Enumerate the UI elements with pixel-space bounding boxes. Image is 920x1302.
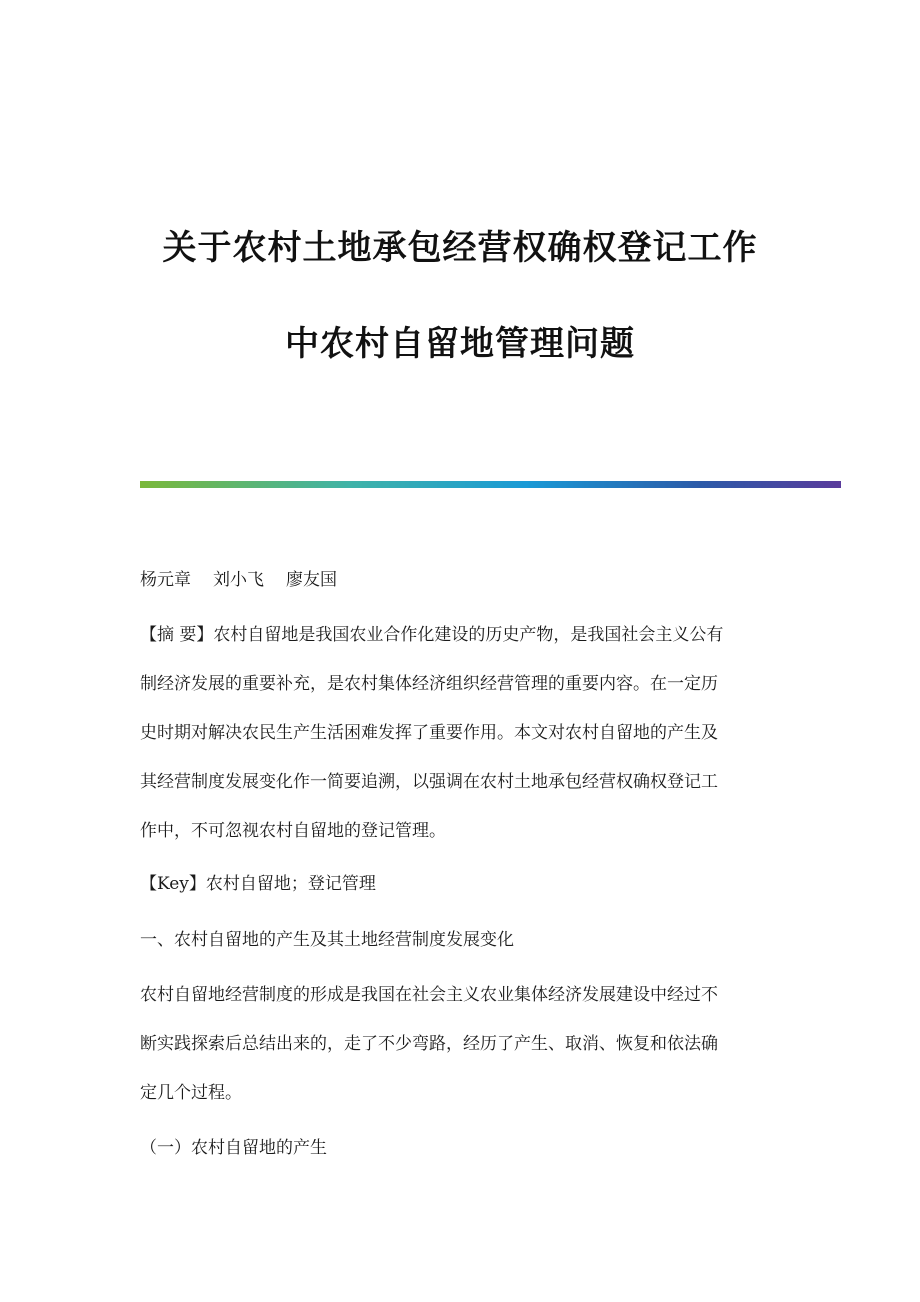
author-name: 刘小飞 (213, 570, 264, 590)
keywords-line (140, 874, 376, 894)
paragraph-line: 农村自留地经营制度的形成是我国在社会主义农业集体经济发展建设中经过不 (140, 985, 718, 1005)
title-divider (140, 481, 841, 488)
abstract-line: 【摘 要】农村自留地是我国农业合作化建设的历史产物，是我国社会主义公有 (140, 625, 724, 645)
abstract-label: 【摘 要】 (140, 625, 214, 645)
abstract-line: 史时期对解决农民生产生活困难发挥了重要作用。本文对农村自留地的产生及 (140, 723, 718, 743)
author-name: 廖友国 (286, 570, 337, 590)
paragraph-line: 定几个过程。 (140, 1083, 242, 1103)
author-list (140, 570, 337, 590)
abstract-line: 其经营制度发展变化作一简要追溯，以强调在农村土地承包经营权确权登记工 (140, 772, 718, 792)
keywords-label: 【Key】 (140, 874, 206, 894)
keywords-text: 农村自留地；登记管理 (205, 874, 376, 894)
document-title-line-2: 中农村自留地管理问题 (285, 324, 635, 364)
section-heading: 一、农村自留地的产生及其土地经营制度发展变化 (140, 930, 514, 950)
abstract-line: 作中，不可忽视农村自留地的登记管理。 (140, 821, 446, 841)
subsection-heading: （一）农村自留地的产生 (140, 1138, 327, 1158)
paragraph-line: 断实践探索后总结出来的，走了不少弯路，经历了产生、取消、恢复和依法确 (140, 1034, 718, 1054)
document-title-line-1: 关于农村土地承包经营权确权登记工作 (162, 228, 758, 268)
abstract-line: 制经济发展的重要补充，是农村集体经济组织经营管理的重要内容。在一定历 (140, 674, 718, 694)
author-name: 杨元章 (140, 570, 191, 590)
